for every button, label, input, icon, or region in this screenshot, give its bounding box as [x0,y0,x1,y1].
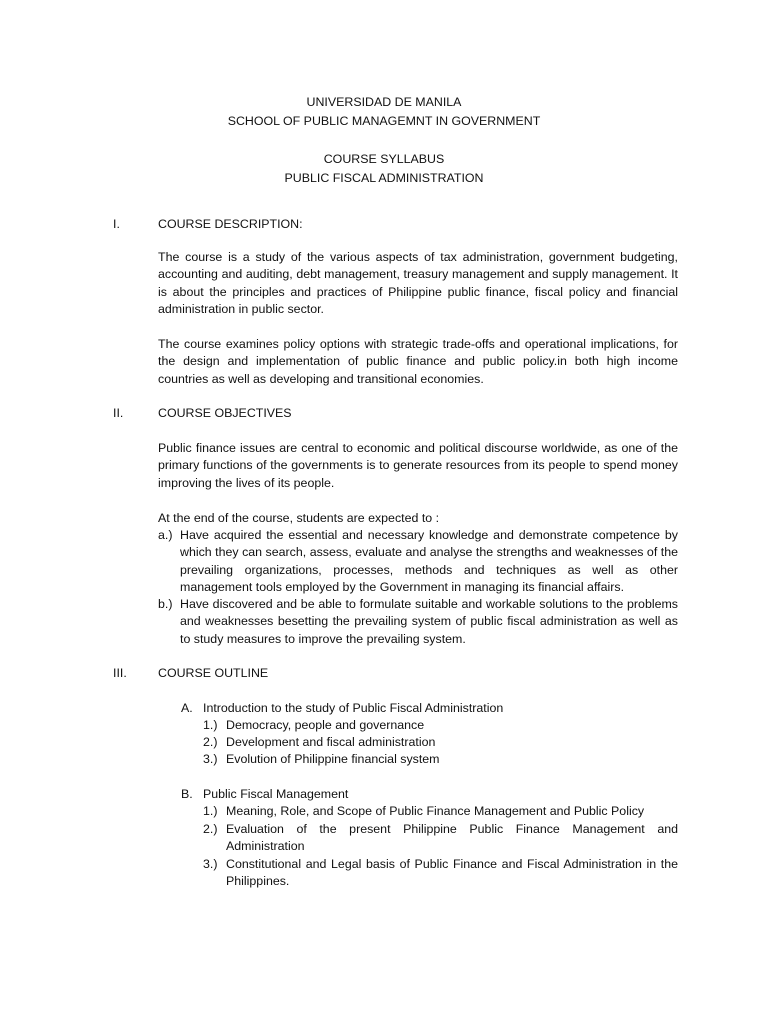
section-title-objectives: COURSE OBJECTIVES [158,406,292,420]
outline-topic-label: 2.) [203,735,218,749]
outline-topic-label: 3.) [203,857,218,871]
document-header [0,93,768,188]
objective-label: b.) [158,597,173,611]
outline-part-b [181,786,678,803]
objective-item [158,527,678,597]
section-number-objectives: II. [113,406,124,420]
outline-topic-text: Meaning, Role, and Scope of Public Finance Management and Public Policy [226,804,645,818]
outline-topic [203,803,678,820]
objectives-intro: At the end of the course, students are expected to : [158,511,440,525]
outline-part-title: Public Fiscal Management [203,787,349,801]
outline-topic [203,734,678,751]
description-paragraph-2: The course examines policy options with strategic trade-offs and operational implications, for the design and implementation of public finance and public policy.in both high income countries as well as developing and transitional economies. [158,337,678,386]
objective-label: a.) [158,528,173,542]
course-name: PUBLIC FISCAL ADMINISTRATION [284,171,484,185]
outline-topic-label: 2.) [203,822,218,836]
outline-topic-text: Development and fiscal administration [226,735,436,749]
objective-text: Have acquired the essential and necessary knowledge and demonstrate competence by which they can search, assess, evaluate and analyse the strengths and weaknesses of the prevailing organizations, processes, methods and techniques as well as other management tools employed by the Government in managing its financial affairs. [180,528,678,595]
outline-topic-text: Constitutional and Legal basis of Public Finance and Fiscal Administration in the Philippines. [226,857,678,889]
outline-topic [203,717,678,734]
university-name: UNIVERSIDAD DE MANILA [306,95,462,109]
section-title-description: COURSE DESCRIPTION: [158,217,303,231]
outline-topic-label: 3.) [203,752,218,766]
outline-topic-label: 1.) [203,804,218,818]
section-number-outline: III. [113,666,127,680]
outline-part-title: Introduction to the study of Public Fiscal Administration [203,701,504,715]
outline-topic-text: Evolution of Philippine financial system [226,752,440,766]
outline-part-label: A. [181,701,193,715]
outline-topic-text: Evaluation of the present Philippine Public Finance Management and Administration [226,822,678,854]
objective-item [158,596,678,648]
objectives-paragraph: Public finance issues are central to economic and political discourse worldwide, as one of the primary functions of the governments is to generate resources from its people to spend money improving the lives of its people. [158,441,678,490]
outline-topic-text: Democracy, people and governance [226,718,425,732]
outline-part-label: B. [181,787,193,801]
objective-text: Have discovered and be able to formulate suitable and workable solutions to the problems and weaknesses besetting the prevailing system of public fiscal administration as well as to study measures to improve the prevailing system. [180,597,678,646]
section-title-outline: COURSE OUTLINE [158,666,269,680]
outline-topic [203,856,678,891]
outline-topic [203,751,678,768]
outline-topic-label: 1.) [203,718,218,732]
document-type: COURSE SYLLABUS [323,152,445,166]
outline-topic [203,821,678,856]
school-name: SCHOOL OF PUBLIC MANAGEMNT IN GOVERNMENT [227,114,541,128]
section-number-description: I. [113,217,120,231]
outline-part-a [181,700,678,717]
description-paragraph-1: The course is a study of the various aspects of tax administration, government budgeting, accounting and auditing, debt management, treasury management and supply management. It is about the principles and practices of Philippine public finance, fiscal policy and financial administration in public sector. [158,250,678,317]
